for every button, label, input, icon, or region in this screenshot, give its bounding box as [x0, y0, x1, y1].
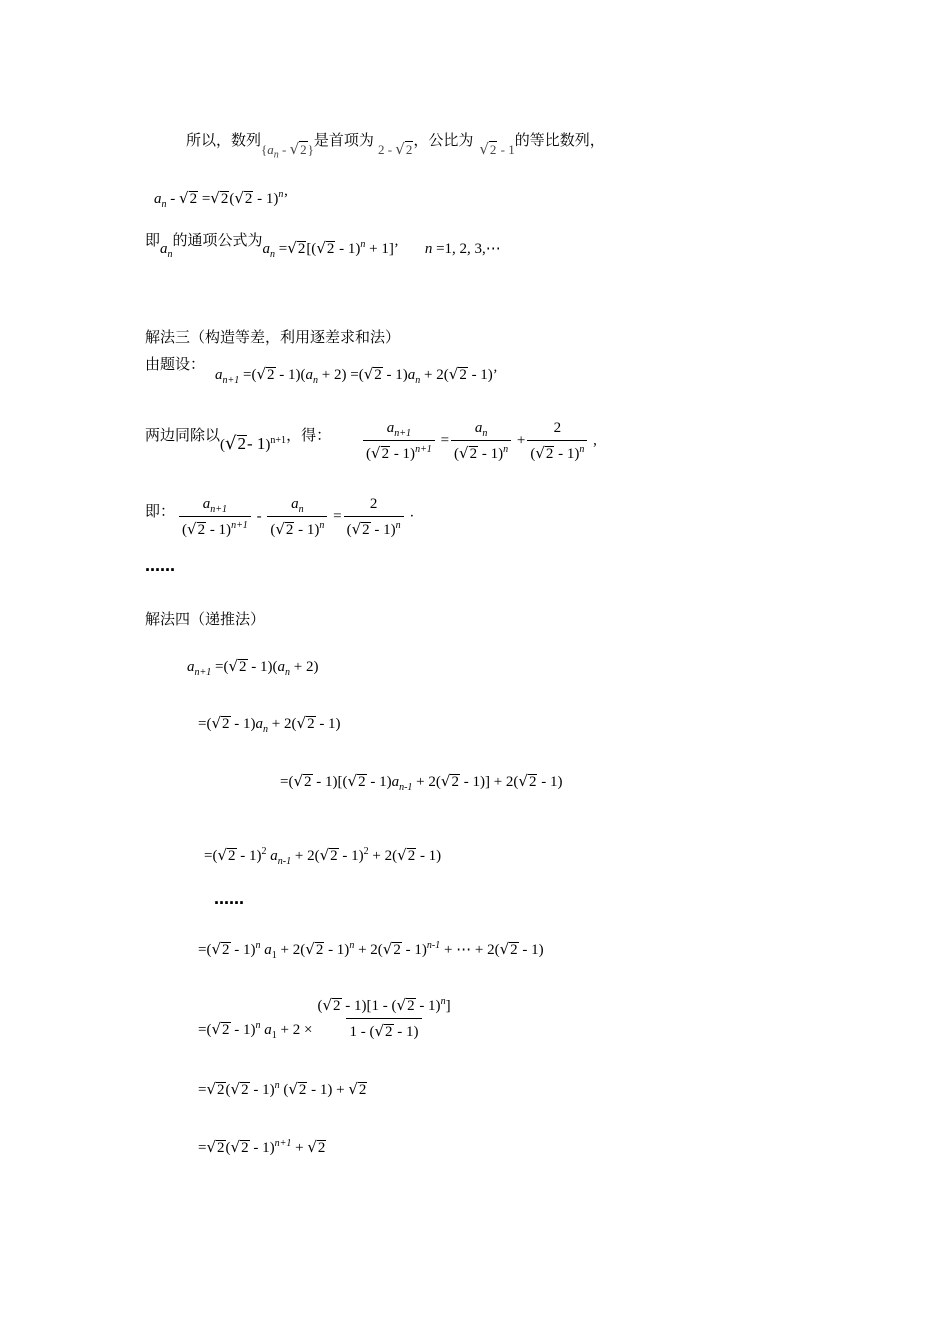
method4-step6: =(√2 - 1)$^n$ $a_1 + 2$ × $\frac{(√2 - 1)[1 - (√2 - 1)^n]}{1 - (√2 - 1)}$: [198, 996, 451, 1041]
text-first-term: 是首项为: [313, 131, 374, 149]
method4-step7: =√2(√2 - 1)$^n$ (√2 - 1) + √2: [198, 1080, 367, 1098]
text-suoyi: 所以，数列: [186, 131, 262, 149]
method4-step8: =√2(√2 - 1)$^{n+1}$ + √2: [198, 1138, 326, 1156]
method3-title: 解法三（构造等差，利用逐差求和法）: [145, 328, 401, 346]
math-an: $a_n$: [160, 241, 173, 260]
method4-step1: $a_{n+1} =(√2 - 1)(a_n + 2)$: [187, 657, 319, 678]
text-ji: 即: [145, 231, 161, 249]
line-general-formula: [145, 230, 501, 260]
math-first-term: 2 - √2: [377, 140, 413, 158]
method3-divide: [145, 418, 597, 470]
method4-step2: $=(√2 - 1)a_n + 2(√2 - 1)$: [198, 714, 341, 735]
text-geometric: 的等比数列，: [514, 131, 605, 149]
method4-step4: =(√2 - 1)$^2$ $a_{n-1} + 2(√2 - 1)^2 + 2(√2 - 1)$: [204, 846, 442, 867]
text-given: 由题设：: [145, 355, 206, 373]
math-n-range: n =1, 2, 3,⋯: [424, 241, 501, 257]
formula-an-minus-root2: $a_n - √2 =√2(√2 - 1)^n$’: [154, 189, 289, 210]
text-thus: 即：: [145, 502, 176, 520]
method4-step5: =(√2 - 1)$^n$ $a_1 + 2(√2 - 1)^n + 2(√2 - 1)^{n-1}$ + ⋯ + 2(√2 - 1): [198, 940, 544, 961]
math-general-formula: $a_n =√2[(√2 - 1)^n + 1]$’: [262, 239, 399, 260]
math-divisor: (√2- 1)$^{n+1}$: [220, 433, 287, 454]
math-ratio: √2 - 1: [479, 140, 515, 158]
method4-title: 解法四（递推法）: [145, 610, 266, 628]
text-ratio: ，公比为: [413, 131, 474, 149]
math-divided-equation: $\frac{a_{n+1}}{(√2 - 1)^{n+1}}$ = $\frac{a_n}{(√2 - 1)^n}$ + $\frac{2}{(√2 - 1)^n}$ ,: [361, 418, 597, 464]
method3-given: [145, 354, 498, 386]
method3-ellipsis: ……: [145, 557, 175, 575]
math-recurrence: $a_{n+1} =(√2 - 1)(a_n + 2) =(√2 - 1)a_n + 2(√2 - 1)$’: [215, 365, 498, 386]
text-divide: 两边同除以: [145, 426, 221, 444]
math-seq-set: $\{a_n - √2\}$: [261, 140, 314, 161]
math-difference-equation: $\frac{a_{n+1}}{(√2 - 1)^{n+1}}$ - $\frac{a_n}{(√2 - 1)^n}$ = $\frac{2}{(√2 - 1)^n}$ ·: [177, 494, 414, 540]
method3-difference: [145, 494, 415, 546]
method4-ellipsis: ……: [214, 890, 244, 908]
text-general-formula: 的通项公式为: [172, 231, 263, 249]
text-get: ，得：: [286, 426, 332, 444]
line-sequence-geometric: [186, 130, 605, 161]
method4-step3: $=(√2 - 1)[(√2 - 1)a_{n-1} + 2(√2 - 1)] + 2(√2 - 1)$: [280, 772, 563, 793]
